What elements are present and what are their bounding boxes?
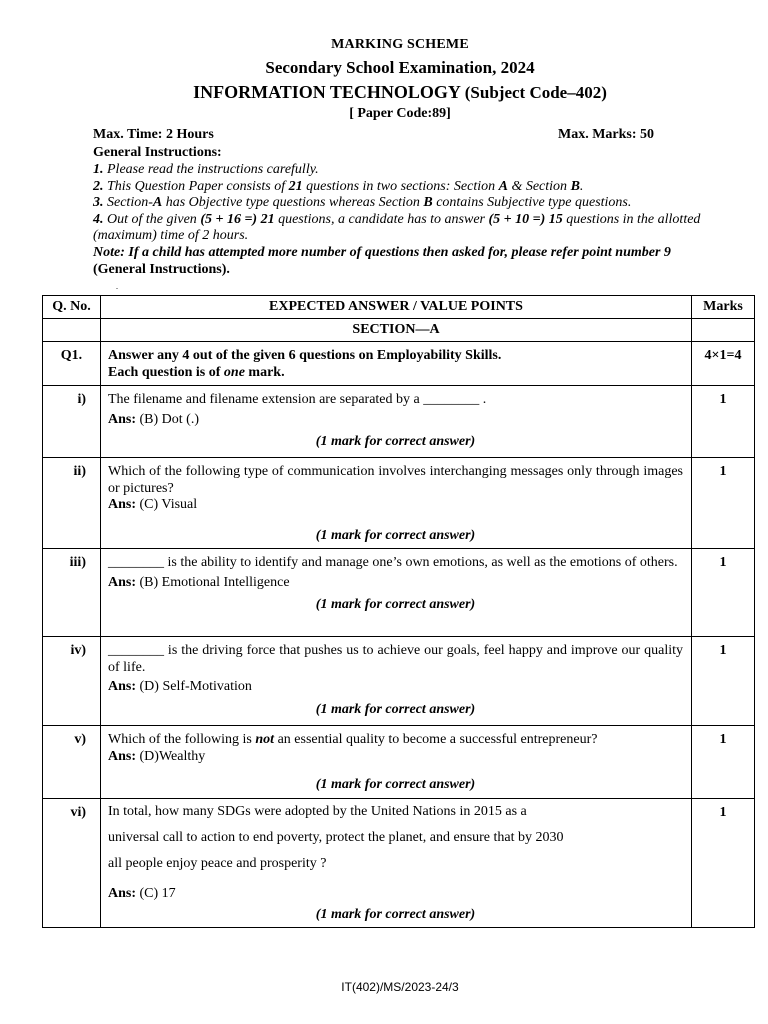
marking-criteria: (1 mark for correct answer) [315, 527, 476, 543]
answer-text: Ans: (D) Self-Motivation [108, 679, 252, 694]
col-header-qno: Q. No. [43, 296, 101, 319]
question-number: v) [43, 726, 101, 799]
page-footer: IT(402)/MS/2023-24/3 [341, 980, 459, 994]
answer-cell [101, 637, 692, 726]
marks-cell: 1 [692, 549, 755, 637]
question-number: Q1. [43, 342, 101, 386]
subject-line [0, 82, 768, 103]
answer-cell [101, 726, 692, 799]
table-row [43, 342, 755, 386]
answer-text: Ans: (B) Emotional Intelligence [108, 574, 290, 590]
question-number: i) [43, 386, 101, 458]
marking-criteria: (1 mark for correct answer) [315, 777, 476, 792]
answer-text: Ans: (D)Wealthy [108, 748, 206, 764]
question-number: vi) [43, 798, 101, 928]
max-marks: Max. Marks: 50 [558, 127, 655, 142]
table-row [43, 798, 755, 928]
answer-text: Ans: (C) Visual [108, 497, 198, 512]
answer-cell [101, 458, 692, 549]
subject-code: (Subject Code–402) [464, 83, 607, 102]
marks-cell: 1 [692, 637, 755, 726]
question-text: ________ is the ability to identify and manage one’s own emotions, as well as the emotions of others. [108, 555, 678, 570]
marking-criteria: (1 mark for correct answer) [315, 701, 476, 717]
marks-cell: 4×1=4 [692, 342, 755, 386]
table-row [43, 637, 755, 726]
instruction-item: 3. Section-A has Objective type questions whereas Section B contains Subjective type questions. [93, 195, 632, 210]
instruction-item: 4. Out of the given (5 + 16 =) 21 questions, a candidate has to answer (5 + 10 =) 15 questions in the allotted (maximum) time of 2 hours. [93, 211, 701, 243]
exam-name: Secondary School Examination, 2024 [265, 58, 535, 77]
stray-dot: . [116, 282, 118, 291]
section-title: SECTION—A [101, 319, 692, 342]
question-text: Which of the following type of communication involves interchanging messages only through images or pictures? [108, 464, 683, 496]
question-text: Which of the following is not an essential quality to become a successful entrepreneur? [108, 732, 598, 747]
instruction-item: 1. Please read the instructions carefully. [93, 162, 319, 177]
answer-cell [101, 798, 692, 928]
question-number: ii) [43, 458, 101, 549]
question-text: ________ is the driving force that pushes us to achieve our goals, feel happy and improve our quality of life. [108, 643, 683, 675]
instructions-list [93, 162, 703, 245]
table-header-row [43, 296, 755, 319]
paper-code: [ Paper Code:89] [349, 106, 451, 121]
question-text: The filename and filename extension are separated by a ________ . [108, 392, 487, 407]
marking-criteria: (1 mark for correct answer) [315, 906, 476, 922]
marks-cell: 1 [692, 386, 755, 458]
marking-criteria: (1 mark for correct answer) [315, 434, 476, 449]
answer-cell [101, 549, 692, 637]
answer-table [42, 295, 755, 928]
instruction-item: 2. This Question Paper consists of 21 questions in two sections: Section A & Section B. [93, 178, 584, 194]
marks-cell: 1 [692, 458, 755, 549]
answer-cell [101, 386, 692, 458]
general-instructions-heading: General Instructions: [93, 145, 222, 160]
note: Note: If a child has attempted more number of questions then asked for, please refer point number 9 (General Instructions). [93, 245, 671, 277]
question-text-line: In total, how many SDGs were adopted by the United Nations in 2015 as a [108, 803, 527, 819]
marking-criteria: (1 mark for correct answer) [315, 597, 476, 612]
marks-cell: 1 [692, 798, 755, 928]
table-row [43, 549, 755, 637]
subject-name: INFORMATION TECHNOLOGY [193, 82, 461, 102]
question-text-line: universal call to action to end poverty, protect the planet, and ensure that by 2030 [108, 829, 564, 845]
col-header-marks: Marks [692, 296, 755, 319]
doc-title: MARKING SCHEME [331, 37, 469, 52]
answer-text: Ans: (C) 17 [108, 885, 176, 901]
question-number: iv) [43, 637, 101, 726]
question-text-line: all people enjoy peace and prosperity ? [108, 855, 327, 871]
col-header-answer: EXPECTED ANSWER / VALUE POINTS [101, 296, 692, 319]
table-row [43, 386, 755, 458]
question-number: iii) [43, 549, 101, 637]
table-row [43, 458, 755, 549]
max-time: Max. Time: 2 Hours [93, 127, 214, 142]
answer-text: Ans: (B) Dot (.) [108, 411, 200, 427]
marks-cell: 1 [692, 726, 755, 799]
section-row [43, 319, 755, 342]
question-text: Answer any 4 out of the given 6 questions on Employability Skills. Each question is of one mark. [101, 342, 692, 386]
table-row [43, 726, 755, 799]
